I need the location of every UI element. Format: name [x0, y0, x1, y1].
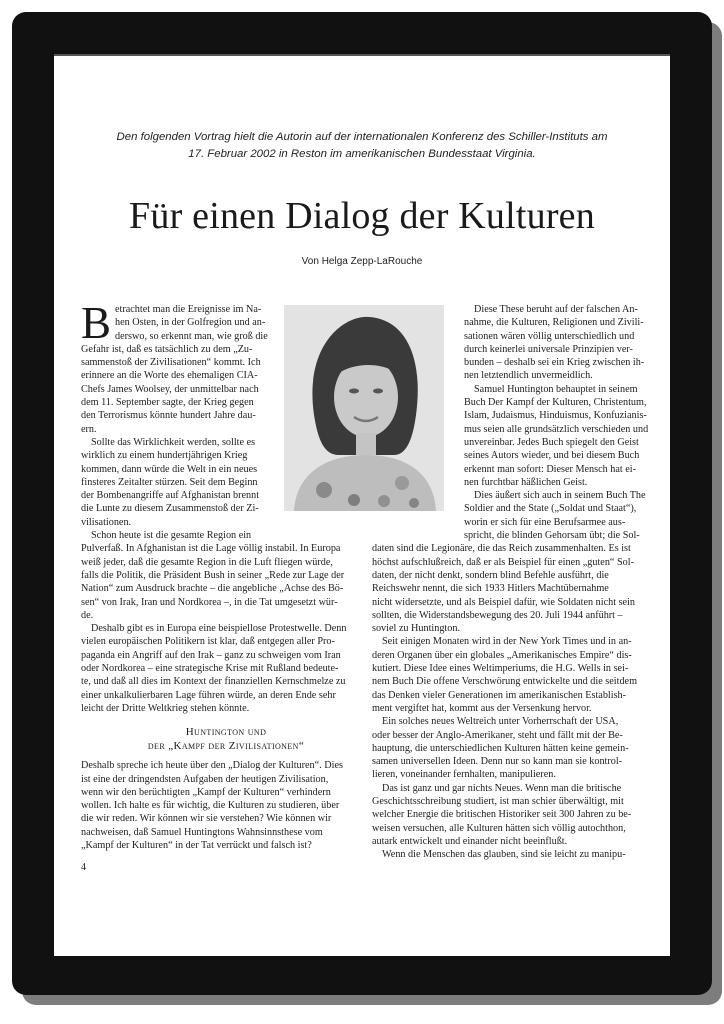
text-line: soviel zu Huntington. [372, 623, 461, 635]
text-line: autark entwickelt und einander nicht beeinflußt. [372, 835, 568, 847]
text-line: finsteres Zeitalter stürzen. Seit dem Beginn [81, 476, 258, 488]
right-column [372, 303, 648, 861]
text-line: kutiert. Diese Idee eines Weltimperiums, die H.G. Wells in sei- [372, 663, 629, 675]
text-line: unvereinbar. Jedes Buch spiegelt den Geist [464, 436, 639, 448]
text-line: wollen. Ich halte es für wichtig, die Kulturen zu studieren, über [81, 800, 340, 812]
text-line: nahme, die Kulturen, Religionen und Zivili- [464, 317, 644, 329]
text-line: sationen wären völlig unterschiedlich und [464, 330, 635, 342]
text-line: „Kampf der Kulturen“ in der Tat verrückt und falsch ist? [81, 839, 312, 851]
text-line: samen universellen Ideen. Denn nur so kann man sie kontrol- [372, 756, 623, 768]
article-title: Für einen Dialog der Kulturen [129, 195, 595, 237]
text-line: den Terrorismus könnte hundert Jahre dau- [81, 410, 256, 422]
text-line: Pulverfaß. In Afghanistan ist die Lage völlig instabil. In Europa [81, 543, 341, 555]
text-line: ist eine der dringendsten Aufgaben der heutigen Zivilisation, [81, 773, 329, 785]
text-line: nem Buch Die offene Verschwörung entwickelte und die seitdem [372, 676, 637, 688]
text-line: Gefahr ist, daß es tatsächlich zu dem „Zu- [81, 343, 253, 355]
text-line: Islam, Judaismus, Hinduismus, Konfuzianis- [464, 410, 647, 422]
text-line: nen letztendlich unvermeidlich. [464, 370, 593, 382]
intro-note [54, 129, 670, 163]
text-line: vielen europäischen Politikern ist klar, daß entgegen aller Pro- [81, 636, 335, 648]
text-line: Dies äußert sich auch in seinem Buch The [474, 490, 646, 502]
text-line: Chefs James Woolsey, der unmittelbar nach [81, 383, 259, 395]
text-line: worin er sich für eine Berufsarmee aus- [464, 516, 626, 528]
text-line: Deshalb spreche ich heute über den „Dialog der Kulturen“. Dies [81, 760, 343, 772]
text-line: Diese These beruht auf der falschen An- [474, 304, 638, 315]
text-line: wenn wir den berüchtigten „Kampf der Kulturen“ verhindern [81, 786, 331, 798]
text-line: te, und daß all dies im Kontext der finanziellen Kernschmelze zu [81, 676, 346, 688]
intro-line: 17. Februar 2002 in Reston im amerikanischen Bundesstaat Virginia. [188, 148, 536, 160]
text-line: ment vergiftet hat, kommt aus der Versenkung hervor. [372, 702, 592, 714]
drop-cap: B [81, 298, 112, 348]
text-line: durch keinerlei universale Prinzipien ver- [464, 343, 633, 355]
page-number: 4 [81, 862, 86, 873]
text-line: oder besser der Anglo-Amerikaner, steht und fällt mit der Be- [372, 729, 623, 741]
text-line: dem 11. September sagte, der Krieg gegen [81, 397, 254, 409]
text-line: hen Osten, in der Golfregion und an- [115, 317, 266, 329]
text-line: höchst aufschlußreich, daß er als Beispiel für einen „guten“ Sol- [372, 556, 634, 568]
text-line: Soldier and the State („Soldat und Staat“), [464, 503, 637, 515]
text-line: nachweisen, daß Samuel Huntingtons Wahnsinnsthese vom [81, 826, 323, 838]
text-line: die wir reden. Wir können wir sie verstehen? Wie können wir [81, 813, 332, 825]
text-line: daten sind die Legionäre, die das Reich zusammenhalten. Es ist [372, 543, 631, 555]
text-line: Wenn die Menschen das glauben, sind sie leicht zu manipu- [382, 849, 626, 861]
text-line: mus seien alle grundsätzlich verschieden und [464, 423, 648, 435]
right-column-narrow-text [464, 303, 648, 542]
text-line: vilisationen. [81, 516, 132, 528]
text-line: das Denken vieler Generationen im amerikanischen Establish- [372, 689, 627, 701]
text-line: de. [81, 609, 94, 621]
text-line: erkennt man sofort: Dieser Mensch hat ei- [464, 463, 636, 475]
text-line: Ein solches neues Weltreich unter Vorherrschaft der USA, [382, 716, 619, 728]
heading-line: Huntington und [185, 726, 267, 739]
text-line: daten, der nicht denkt, sondern blind Befehle ausführt, die [372, 569, 609, 581]
text-line: ern. [81, 423, 97, 435]
text-line: Reichswehr nennt, die sich 1933 Hitlers Machtübernahme [372, 583, 609, 595]
text-line: sen“ von Irak, Iran und Nordkorea –, in die Tat umgesetzt wür- [81, 596, 338, 608]
text-line: weiß jeder, daß die gesamte Region in die Luft fliegen würde, [81, 556, 333, 568]
text-line: erinnere an die Worte des ehemaligen CIA- [81, 370, 258, 382]
text-line: der Bombenangriffe auf Afghanistan brennt [81, 490, 260, 502]
text-line: welcher Energie die britischen Historiker seit 300 Jahren zu be- [372, 809, 632, 821]
text-line: Deshalb gibt es in Europa eine beispiellose Protestwelle. Denn [91, 623, 347, 635]
text-line: wirklich zu einem hundertjährigen Krieg [81, 450, 248, 462]
text-line: bunden – deshalb sei ein Krieg zwischen ih- [464, 357, 645, 369]
text-line: Nation“ zum Ausdruck brachte – die angebliche „Achse des Bö- [81, 583, 344, 595]
text-line: nen furchtbar häßlichen Geist. [464, 476, 588, 488]
text-line: lieren, voneinander fernhalten, manipulieren. [372, 769, 556, 781]
author-byline: Von Helga Zepp-LaRouche [301, 256, 423, 267]
text-line: hauptung, die unterschiedlichen Kulturen hätten keine gemein- [372, 742, 629, 754]
text-line: sammenstoß der Zivilisationen“ kommt. Ich [81, 357, 261, 369]
text-line: nicht widersetzte, und als Beispiel dafür, wie Soldaten nicht sein [372, 596, 635, 608]
left-column [81, 298, 371, 852]
text-line: weisen versuchen, alle Kulturen hätten sich völlig autochthon, [372, 822, 626, 834]
text-line: Samuel Huntington behauptet in seinem [474, 383, 638, 395]
section-heading [81, 725, 371, 753]
text-line: die Lunte zu diesem Zusammenstoß der Zi- [81, 503, 259, 515]
text-line: sollten, die Widerstandsbewegung des 20. Juli 1944 anführt – [372, 609, 623, 621]
left-column-wide-text [81, 542, 371, 715]
document-page[interactable] [54, 54, 670, 956]
right-column-wide-text [372, 542, 648, 861]
text-line: Buch Der Kampf der Kulturen, Christentum, [464, 397, 647, 409]
text-line: paganda ein Angriff auf den Irak – ganz zu schweigen vom Iran [81, 649, 341, 661]
text-line: Schon heute ist die gesamte Region ein [91, 530, 252, 542]
text-line: Geschichtsschreibung studiert, ist man schier überwältigt, mit [372, 795, 624, 807]
text-line: kommen, dann würde die Welt in ein neues [81, 463, 258, 475]
text-line: Das ist ganz und gar nichts Neues. Wenn man die britische [382, 782, 622, 794]
intro-line: Den folgenden Vortrag hielt die Autorin auf der internationalen Konferenz des Schiller-Instituts am [116, 131, 608, 143]
text-line: oder Nordkorea – eine strategische Krise mit Rußland bedeute- [81, 663, 339, 675]
text-line: falls die Politik, die Präsident Bush in seiner „Rede zur Lage der [81, 569, 345, 581]
text-line: seines Autors wieder, und bei diesem Buch [464, 450, 640, 462]
text-line: leicht der Dritte Weltkrieg stehen könnte. [81, 702, 250, 714]
heading-line: der „Kampf der Zivilisationen“ [147, 740, 305, 753]
left-column-bottom-text [81, 759, 371, 852]
text-line: spricht, die blinden Gehorsam übt; die Sol- [464, 530, 640, 542]
text-line: deren Organen über ein globales „Amerikanisches Empire“ dis- [372, 649, 632, 661]
text-line: Seit einigen Monaten wird in der New York Times und in an- [382, 636, 632, 648]
text-line: derswo, so erkennt man, wie groß die [115, 330, 268, 342]
text-line: einer unkalkulierbaren Lage führen würde, an deren Ende sehr [81, 689, 336, 701]
left-column-narrow-text [81, 298, 269, 542]
text-line: Sollte das Wirklichkeit werden, sollte es [91, 436, 256, 448]
text-line: etrachtet man die Ereignisse im Na- [115, 304, 262, 315]
